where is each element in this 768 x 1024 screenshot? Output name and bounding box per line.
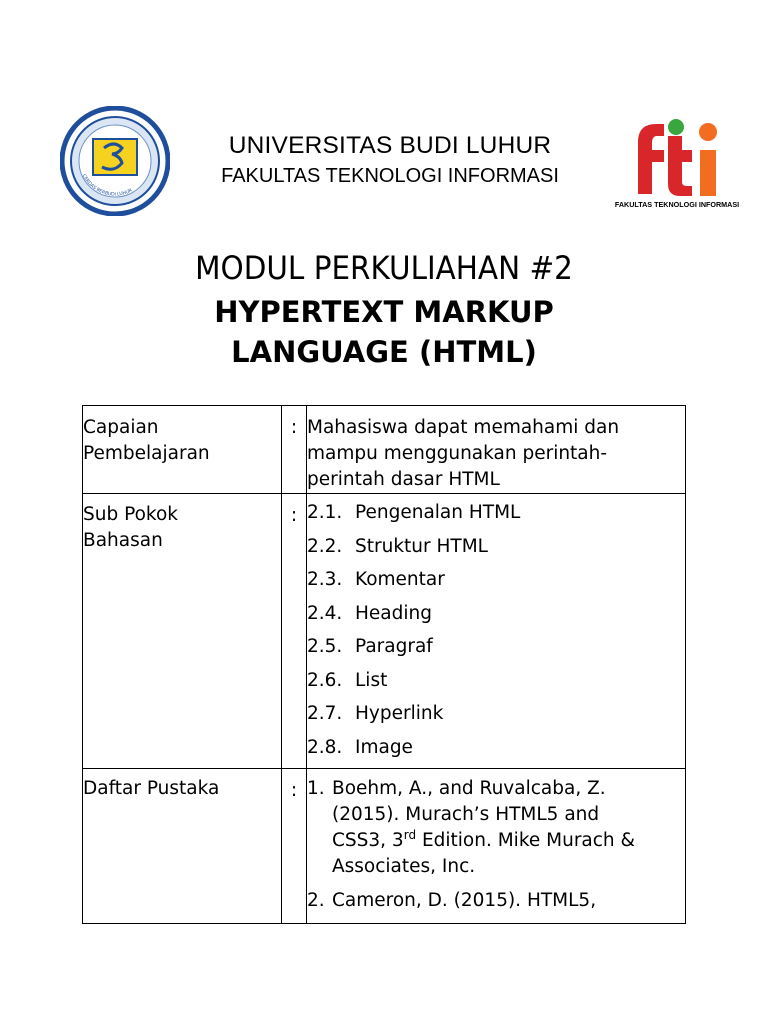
topic-number: 2.4. <box>307 602 343 624</box>
capaian-label-line-2: Pembelajaran <box>83 443 210 464</box>
sub-pokok-label-line-2: Bahasan <box>83 530 163 551</box>
ordinal-suffix: rd <box>403 828 417 842</box>
topic-text: Paragraf <box>355 636 433 657</box>
topic-text: Hyperlink <box>355 703 444 724</box>
fti-logo-icon <box>614 116 740 210</box>
colon-separator: : <box>282 494 307 769</box>
list-item <box>307 701 685 735</box>
capaian-value <box>307 406 686 494</box>
reference-text: Edition. Mike Murach & <box>416 830 635 851</box>
sub-pokok-label-line-1: Sub Pokok <box>83 504 178 525</box>
list-item <box>307 634 685 668</box>
reference-list <box>307 776 685 914</box>
reference-line: Cameron, D. (2015). HTML5, <box>332 890 597 911</box>
colon-separator: : <box>282 769 307 924</box>
table-row-capaian <box>83 406 686 494</box>
topic-number: 2.5. <box>307 636 343 657</box>
topic-text: Image <box>355 736 413 758</box>
main-title-line-1: HYPERTEXT MARKUP <box>214 295 554 329</box>
reference-line: Boehm, A., and Ruvalcaba, Z. <box>332 778 606 799</box>
list-item <box>307 534 685 568</box>
topic-number: 2.8. <box>307 736 343 758</box>
reference-number: 1. <box>307 778 325 799</box>
list-item <box>307 668 685 702</box>
reference-number: 2. <box>307 890 325 911</box>
capaian-value-line-1: Mahasiswa dapat memahami dan <box>307 417 620 438</box>
topic-number: 2.6. <box>307 669 343 691</box>
list-item <box>307 776 685 880</box>
module-title: MODUL PERKULIAHAN #2 <box>195 249 573 287</box>
topic-text: Heading <box>355 602 432 624</box>
university-name: UNIVERSITAS BUDI LUHUR <box>228 132 552 159</box>
capaian-label <box>83 406 282 494</box>
daftar-pustaka-value <box>307 769 686 924</box>
topic-list <box>307 500 685 768</box>
sub-pokok-label <box>83 494 282 769</box>
table-row-daftar-pustaka <box>83 769 686 924</box>
list-item <box>307 601 685 635</box>
table-row-sub-pokok <box>83 494 686 769</box>
topic-text: Komentar <box>355 569 445 590</box>
reference-line <box>332 828 685 854</box>
emblem-text: CERDAS BERBUDI LUHUR <box>80 173 134 198</box>
colon-separator: : <box>282 406 307 494</box>
list-item <box>307 567 685 601</box>
list-item <box>307 500 685 534</box>
capaian-value-line-2: mampu menggunakan perintah- <box>307 443 608 464</box>
main-title <box>0 292 768 372</box>
main-title-line-2: LANGUAGE (HTML) <box>231 335 537 369</box>
reference-line: Associates, Inc. <box>332 856 476 877</box>
topic-number: 2.1. <box>307 502 343 523</box>
reference-text: CSS3, 3 <box>332 830 404 851</box>
topic-number: 2.2. <box>307 535 343 557</box>
daftar-pustaka-label: Daftar Pustaka <box>83 769 282 924</box>
module-info-table <box>82 405 686 924</box>
sub-pokok-value <box>307 494 686 769</box>
capaian-label-line-1: Capaian <box>83 417 159 438</box>
fti-caption: FAKULTAS TEKNOLOGI INFORMASI <box>614 200 740 209</box>
list-item <box>307 888 685 914</box>
topic-text: List <box>355 669 388 691</box>
reference-line: (2015). Murach’s HTML5 and <box>332 804 600 825</box>
topic-number: 2.7. <box>307 703 343 724</box>
faculty-name: FAKULTAS TEKNOLOGI INFORMASI <box>221 165 559 187</box>
topic-text: Pengenalan HTML <box>355 502 521 523</box>
topic-number: 2.3. <box>307 569 343 590</box>
topic-text: Struktur HTML <box>355 535 488 557</box>
capaian-value-line-3: perintah dasar HTML <box>307 469 500 490</box>
list-item <box>307 735 685 769</box>
budi-luhur-emblem-icon <box>60 106 170 216</box>
